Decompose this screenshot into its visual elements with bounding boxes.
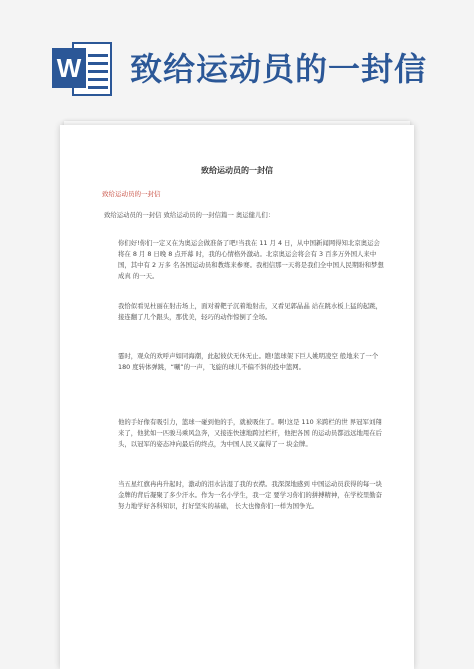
paragraph: 你们好!你们一定又在为奥运会做准备了吧!当我在 11 月 4 日，从中国新闻网得知北京奥运会将在 8 月 8 日晚 8 点开幕 时，我的心情格外激动。北京奥运会将会有 3 百多万外国人来中国，其中有 2 万多 名各国运动员和教练来参赛。我相信那一天将是我们全中国人民期盼和梦想成真 的一天。 — [118, 239, 384, 280]
paragraph: 他的手好像有吸引力，篮球一碰到他的手，就被吸住了。啊!这是 110 米跨栏的世 界冠军刘翔来了，他犹如一匹骏马乘风急奔，又接连快速地跨过栏杆，他把各国 的运动员都远远地甩在后头，以冠军的姿态冲向最后的终点，为中国人民又赢得了一 块金牌。 — [118, 418, 383, 448]
paragraph: 我恰似看见杜丽在射击场上，面对着靶子沉着地射击，又看见郭晶晶 站在跳水板上猛的起跳，接连翻了几个跟头，那优美，轻巧的动作惊倒了全场。 — [118, 302, 383, 321]
intro-line: 致给运动员的一封信 致给运动员的一封信篇一 奥运健儿们： — [104, 211, 275, 219]
banner — [0, 0, 474, 110]
paragraph: 霎时，观众的欢呼声如同海潮，此起彼伏无休无止。瞧!篮球架下巨人姚明凌空 般地来了一个 180 度转体弹跳，“唰”的一声，飞旋的球儿不偏不斜的投中篮网。 — [118, 352, 379, 371]
word-document-icon — [52, 38, 118, 100]
banner-title: 致给运动员的一封信 — [130, 50, 428, 88]
document-subheading: 致给运动员的一封信 — [102, 190, 161, 198]
document-title: 致给运动员的一封信 — [201, 166, 273, 175]
paragraph: 当五星红旗冉冉升起时，激动的泪水沾湿了我的衣襟。我深深地感到 中国运动员获得的每一块金牌的背后凝聚了多少汗水。作为一名小学生，我一定 要学习你们的拼搏精神，在学校里勤奋努力地学好各科知识，打好坚实的基础， 长大也像你们一样为国争光。 — [118, 480, 383, 510]
document-page — [60, 125, 414, 669]
word-logo-letter: W — [52, 48, 86, 88]
